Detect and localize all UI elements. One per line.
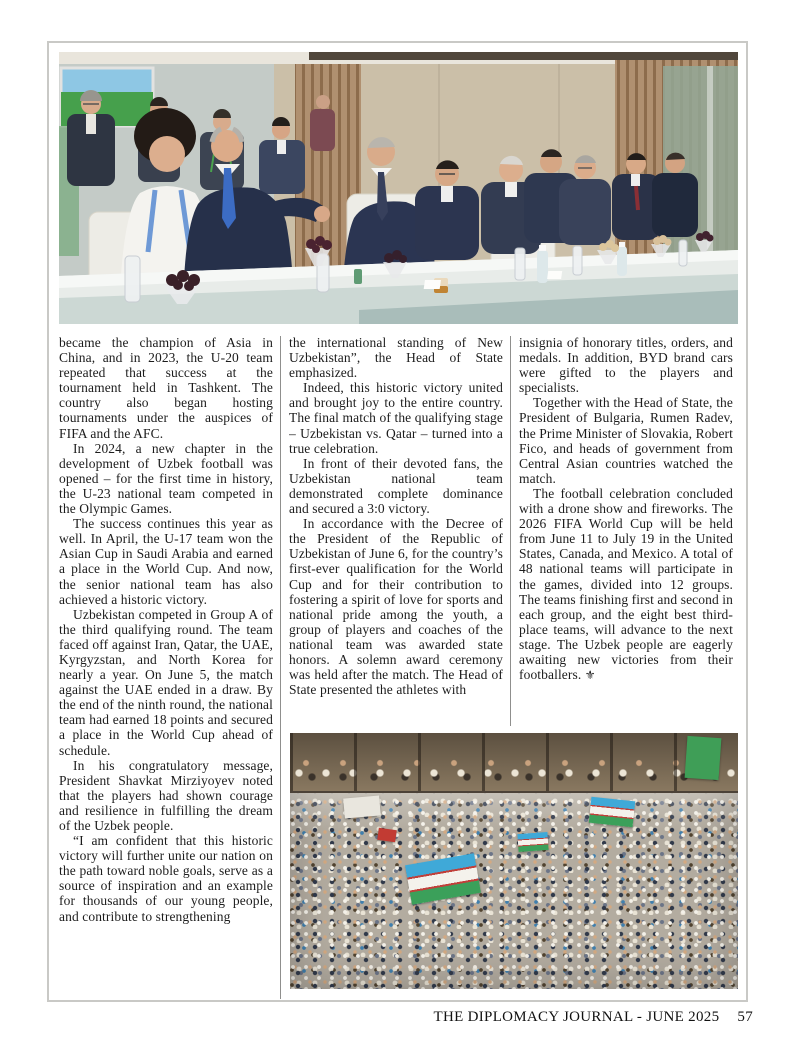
paragraph-text: The football celebration concluded with a drone show and fireworks. The 2026 FIFA World Cup will be held from June 11 to July 19 in the United States, Canada, and Mexico. A total of 48 national teams will participate in the games, divided into 12 groups. The teams finishing first and second in each group, and the eight best third-place teams, will advance to the next stage. The Uzbek people are eagerly awaiting new victories from their footballers. [519,485,733,683]
paragraph: Indeed, this historic victory united and brought joy to the entire country. The final match of the qualifying stage – Uzbekistan vs. Qatar – turned into a true celebration. [289,380,503,456]
paragraph: In his congratulatory message, President Shavkat Mirziyoyev noted that the players had shown courage and resilience in fulfilling the dream of the Uzbek people. [59,757,273,833]
column-divider [510,336,511,726]
paragraph: In 2024, a new chapter in the development of Uzbek football was opened – for the first time in history, the U-23 national team competed in the Olympic Games. [59,440,273,517]
article-end-mark-icon: ⚜ [584,668,596,683]
paragraph: Uzbekistan competed in Group A of the third qualifying round. The team faced off against Iran, Qatar, the UAE, Kyrgyzstan, and North Korea for nearly a year. On June 5, the match against the UAE ended in a draw. By the end of the ninth round, the national team had earned 18 points and secured a place in the World Cup ahead of schedule. [59,606,273,758]
page-number: 57 [737,1009,753,1025]
paragraph: the international standing of New Uzbekistan”, the Head of State emphasized. [289,335,503,381]
column-divider [280,336,281,999]
journal-name: THE DIPLOMACY JOURNAL - JUNE 2025 [433,1009,720,1025]
vip-box-photo [59,52,738,324]
paragraph: insignia of honorary titles, orders, and medals. In addition, BYD brand cars were gifted to the players and specialists. [519,335,733,396]
uzbekistan-flag [589,797,635,827]
article-column-2 [289,335,503,729]
vip-box-photo-art [59,52,738,324]
paragraph: The success continues this year as well. In April, the U-17 team won the Asian Cup in Saudi Arabia and earned a place in the World Cup. And now, the senior national team has also achieved a historic victory. [59,516,273,607]
article-column-3 [519,335,733,729]
red-flag [377,828,396,842]
uzbekistan-flag [517,832,548,852]
paragraph [519,486,733,683]
green-flag [685,736,722,780]
stadium-crowd-photo [290,733,738,989]
article-column-1 [59,335,273,1001]
paragraph: In accordance with the Decree of the President of the Republic of Uzbekistan of June 6, for the country’s first-ever qualification for the World Cup and for their contribution to fostering a spirit of love for sports and national pride among the youth, a group of players and coaches of the national team was awarded state honors. A solemn award ceremony was held after the match. The Head of State presented the athletes with [289,516,503,698]
white-banner [343,795,381,818]
page-footer [434,1009,753,1026]
page-frame [47,41,748,1002]
paragraph: became the champion of Asia in China, and in 2023, the U-20 team repeated that success at the tournament held in Tashkent. The country also began hosting tournaments under the auspices of FIFA and the AFC. [59,335,273,441]
paragraph: “I am confident that this historic victory will further unite our nation on the path toward noble goals, serve as a source of inspiration and an example for thousands of our young people, and contribute to strengthening [59,833,273,924]
paragraph: Together with the Head of State, the President of Bulgaria, Rumen Radev, the Prime Minister of Slovakia, Robert Fico, and heads of government from Central Asian countries watched the match. [519,395,733,486]
vip-gallery-strip [290,733,738,793]
paragraph: In front of their devoted fans, the Uzbekistan national team demonstrated complete dominance and secured a 3:0 victory. [289,455,503,517]
